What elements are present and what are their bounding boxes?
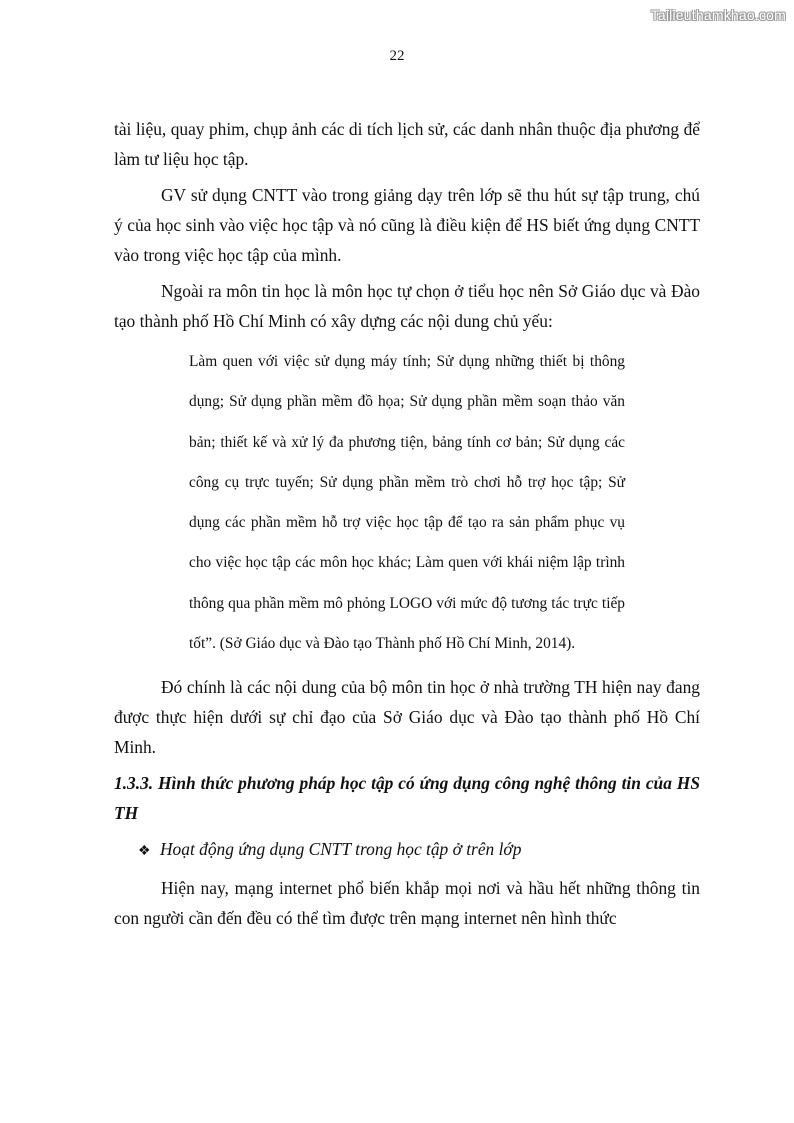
watermark: Tailieuthamkhao.com [650, 7, 786, 23]
paragraph-5: Hiện nay, mạng internet phổ biến khắp mọi nơi và hầu hết những thông tin con người cần đến đều có thể tìm được trên mạng internet nên hình thức [114, 878, 700, 929]
document-body [114, 114, 700, 939]
bullet-text: Hoạt động ứng dụng CNTT trong học tập ở trên lớp [160, 839, 522, 860]
paragraph-1: tài liệu, quay phim, chụp ảnh các di tích lịch sử, các danh nhân thuộc địa phương để làm tư liệu học tập. [114, 119, 700, 169]
paragraph-2: GV sử dụng CNTT vào trong giảng dạy trên lớp sẽ thu hút sự tập trung, chú ý của học sinh vào việc học tập và nó cũng là điều kiện để HS biết ứng dụng CNTT vào trong việc học tập của mình. [114, 185, 700, 265]
page-number: 22 [389, 48, 405, 64]
block-quote: Làm quen với việc sử dụng máy tính; Sử dụng những thiết bị thông dụng; Sử dụng phần mềm đồ họa; Sử dụng phần mềm soạn thảo văn bản; thiết kế và xử lý đa phương tiện, bảng tính cơ bản; Sử dụng các công cụ trực tuyến; Sử dụng phần mềm trò chơi hỗ trợ học tập; Sử dụng các phần mềm hỗ trợ việc học tập để tạo ra sản phẩm phục vụ cho việc học tập các môn học khác; Làm quen với khái niệm lập trình thông qua phần mềm mô phỏng LOGO với mức độ tương tác trực tiếp tốt”. (Sở Giáo dục và Đào tạo Thành phố Hồ Chí Minh, 2014). [189, 353, 625, 653]
paragraph-4: Đó chính là các nội dung của bộ môn tin học ở nhà trường TH hiện nay đang được thực hiện dưới sự chỉ đạo của Sở Giáo dục và Đào tạo thành phố Hồ Chí Minh. [114, 677, 700, 758]
bullet-item [138, 834, 700, 867]
section-heading: 1.3.3. Hình thức phương pháp học tập có ứng dụng công nghệ thông tin của HS TH [114, 773, 700, 824]
diamond-bullet-icon: ❖ [138, 844, 151, 860]
paragraph-3: Ngoài ra môn tin học là môn học tự chọn ở tiểu học nên Sở Giáo dục và Đào tạo thành phố Hồ Chí Minh có xây dựng các nội dung chủ yếu: [114, 281, 700, 331]
